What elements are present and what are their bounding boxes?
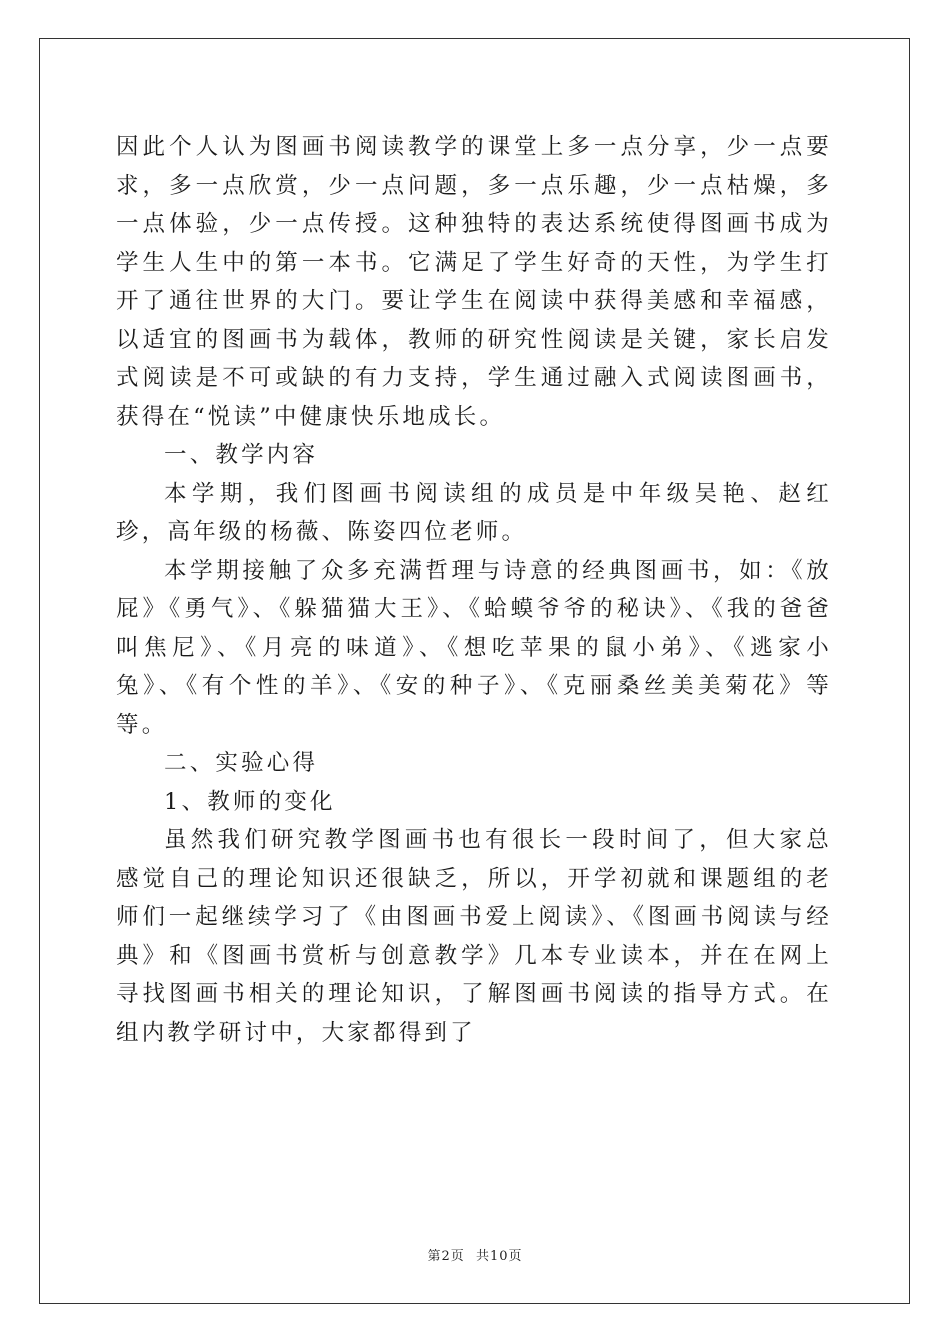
section-heading-teaching-content: 一、教学内容 — [164, 442, 319, 468]
page-number: 第2页 — [427, 1249, 465, 1264]
paragraph-intro: 因此个人认为图画书阅读教学的课堂上多一点分享，少一点要求，多一点欣赏，少一点问题，多一点乐趣，少一点枯燥，多一点体验，少一点传授。这种独特的表达系统使得图画书成为学生人生中的第一本书。它满足了学生好奇的天性，为学生打开了通往世界的大门。要让学生在阅读中获得美感和幸福感，以适宜的图画书为载体，教师的研究性阅读是关键，家长启发式阅读是不可或缺的有力支持，学生通过融入式阅读图画书，获得在“悦读”中健康快乐地成长。 — [116, 134, 832, 430]
subsection-heading-teacher-change: 1、教师的变化 — [164, 788, 336, 815]
page-footer — [0, 1245, 950, 1264]
section-heading-experience: 二、实验心得 — [164, 750, 319, 776]
paragraph-teacher-study: 虽然我们研究教学图画书也有很长一段时间了，但大家总感觉自己的理论知识还很缺乏，所以，开学初就和课题组的老师们一起继续学习了《由图画书爱上阅读》、《图画书阅读与经典》和《图画书赏析与创意教学》几本专业读本，并在在网上寻找图画书相关的理论知识，了解图画书阅读的指导方式。在组内教学研讨中，大家都得到了 — [116, 827, 832, 1046]
paragraph-books: 本学期接触了众多充满哲理与诗意的经典图画书，如：《放屁》《勇气》、《躲猫猫大王》、《蛤蟆爷爷的秘诀》、《我的爸爸叫焦尼》、《月亮的味道》、《想吃苹果的鼠小弟》、《逃家小兔》、《有个性的羊》、《安的种子》、《克丽桑丝美美菊花》等等。 — [116, 557, 832, 738]
total-pages: 共10页 — [475, 1249, 523, 1264]
document-body — [116, 128, 832, 1052]
paragraph-members: 本学期，我们图画书阅读组的成员是中年级吴艳、赵红珍，高年级的杨薇、陈姿四位老师。 — [116, 480, 832, 545]
